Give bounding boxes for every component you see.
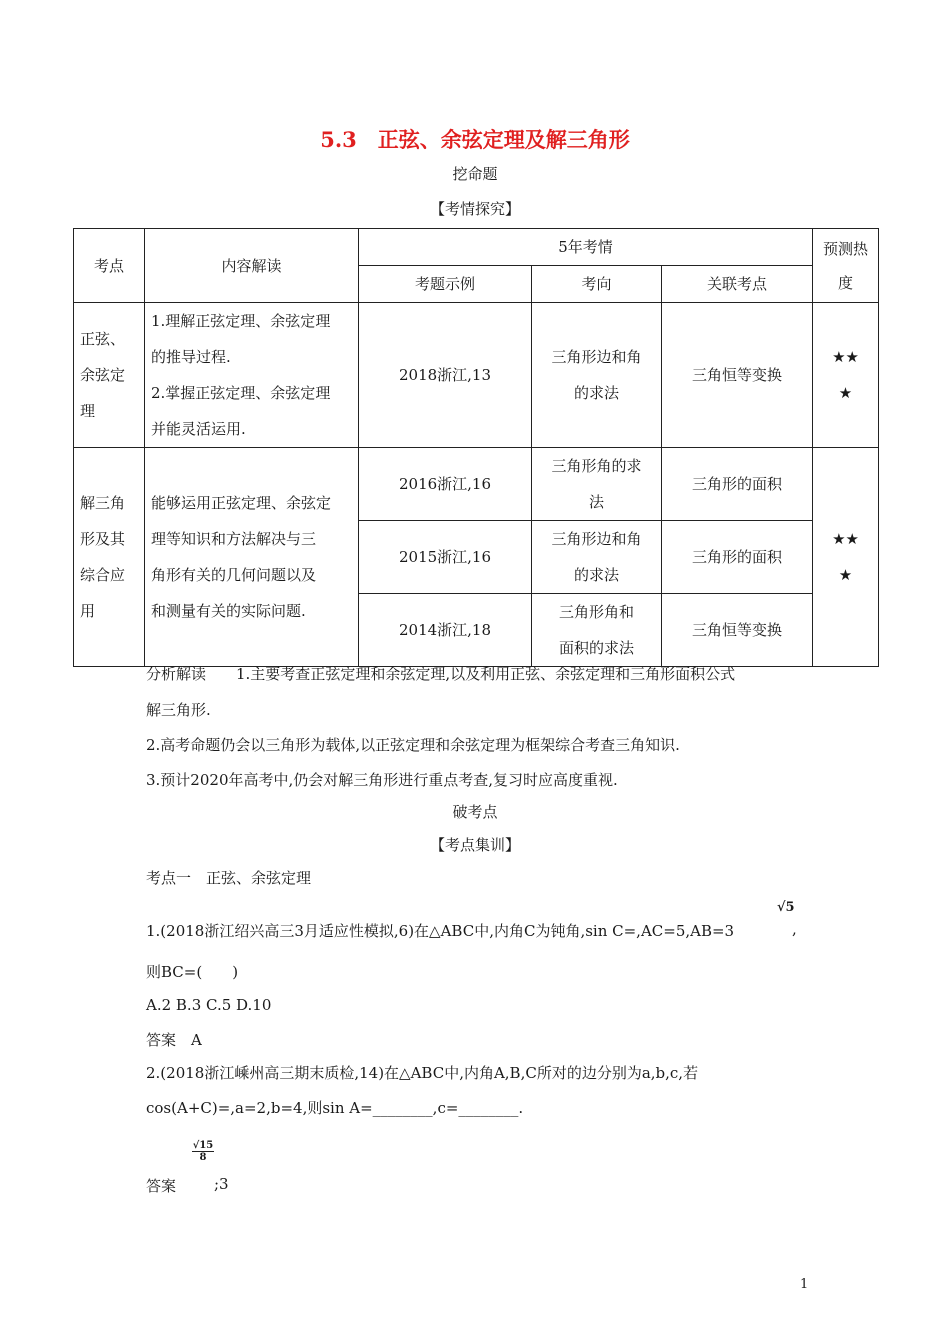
star-rating: ★★	[832, 530, 859, 548]
star-rating: ★	[838, 566, 853, 584]
section-heading-kaoqing: 【考情探究】	[429, 200, 520, 218]
cell-direction: 三角形边和角 的求法	[532, 303, 662, 448]
kaodian-heading: 考点一 正弦、余弦定理	[146, 869, 312, 887]
header-example: 考题示例	[359, 266, 532, 303]
analysis-line-2: 解三角形.	[146, 701, 211, 719]
q2-answer-fraction	[192, 1140, 214, 1163]
analysis-line-3: 2.高考命题仍会以三角形为载体,以正弦定理和余弦定理为框架综合考查三角知识.	[146, 736, 680, 754]
page-title: 5.3 正弦、余弦定理及解三角形	[320, 127, 630, 152]
question-1-answer: 答案 A	[146, 1031, 202, 1049]
question-2-answer-tail: ;3	[214, 1175, 229, 1193]
header-heat-text: 预测热度	[823, 239, 869, 292]
question-2-line-2: cos(A+C)=,a=2,b=4,则sin A=________,c=________.	[146, 1099, 524, 1117]
fraction-numerator: √15	[192, 1140, 214, 1151]
header-heat	[813, 229, 879, 303]
question-2-stem: 2.(2018浙江嵊州高三期末质检,14)在△ABC中,内角A,B,C所对的边分别为a,b,c,若	[146, 1064, 699, 1082]
question-1-line-2: 则BC=( )	[146, 963, 239, 981]
cell-example: 2015浙江,16	[359, 521, 532, 594]
cell-example: 2014浙江,18	[359, 594, 532, 667]
page-number: 1	[800, 1277, 809, 1292]
header-five-year: 5年考情	[359, 229, 813, 266]
question-2-answer-label: 答案	[146, 1177, 177, 1195]
q1-comma: ,	[792, 920, 797, 938]
q1-sqrt-five: √5	[777, 900, 795, 915]
section-heading-wa: 挖命题	[452, 165, 498, 183]
cell-direction: 三角形角的求 法	[532, 448, 662, 521]
header-neirong: 内容解读	[145, 229, 359, 303]
section-heading-jixun: 【考点集训】	[429, 836, 520, 854]
star-rating: ★	[838, 384, 853, 402]
cell-related: 三角形的面积	[662, 448, 813, 521]
cell-kaodian: 正弦、 余弦定 理	[74, 303, 145, 448]
cell-direction: 三角形角和 面积的求法	[532, 594, 662, 667]
exam-analysis-table	[73, 228, 879, 667]
cell-heat	[813, 303, 879, 448]
cell-neirong: 能够运用正弦定理、余弦定 理等知识和方法解决与三 角形有关的几何问题以及 和测量有关的实际问题.	[145, 448, 359, 667]
question-1-options: A.2 B.3 C.5 D.10	[146, 996, 272, 1014]
fraction-denominator: 8	[199, 1152, 207, 1163]
table-row	[74, 303, 879, 448]
cell-related: 三角形的面积	[662, 521, 813, 594]
cell-heat	[813, 448, 879, 667]
header-related: 关联考点	[662, 266, 813, 303]
cell-neirong: 1.理解正弦定理、余弦定理 的推导过程. 2.掌握正弦定理、余弦定理 并能灵活运用.	[145, 303, 359, 448]
question-1-stem: 1.(2018浙江绍兴高三3月适应性模拟,6)在△ABC中,内角C为钝角,sin C=,AC=5,AB=3	[146, 922, 735, 940]
cell-example: 2016浙江,16	[359, 448, 532, 521]
analysis-line-1: 分析解读 1.主要考查正弦定理和余弦定理,以及利用正弦、余弦定理和三角形面积公式	[146, 665, 736, 683]
cell-example: 2018浙江,13	[359, 303, 532, 448]
analysis-line-4: 3.预计2020年高考中,仍会对解三角形进行重点考查,复习时应高度重视.	[146, 771, 618, 789]
cell-related: 三角恒等变换	[662, 303, 813, 448]
header-direction: 考向	[532, 266, 662, 303]
cell-related: 三角恒等变换	[662, 594, 813, 667]
header-kaodian: 考点	[74, 229, 145, 303]
cell-kaodian: 解三角 形及其 综合应 用	[74, 448, 145, 667]
star-rating: ★★	[832, 348, 859, 366]
section-heading-po: 破考点	[452, 803, 498, 821]
table-row	[74, 448, 879, 521]
cell-direction: 三角形边和角 的求法	[532, 521, 662, 594]
